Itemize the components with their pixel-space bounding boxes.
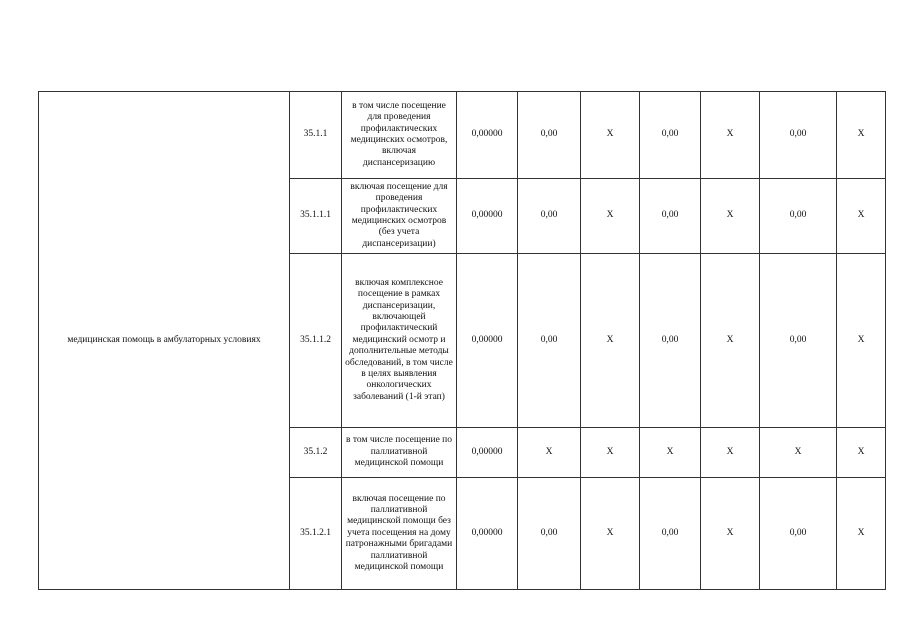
value-cell: 0,00 — [518, 478, 581, 590]
value-cell: X — [837, 179, 886, 254]
value-cell: 0,00 — [760, 478, 837, 590]
value-cell: X — [581, 428, 640, 478]
row-description: в том числе посещение по паллиативной медицинской помощи — [342, 428, 457, 478]
value-cell: 0,00 — [640, 254, 701, 428]
value-cell: X — [701, 428, 760, 478]
value-cell: 0,00000 — [457, 92, 518, 179]
value-cell: 0,00 — [760, 254, 837, 428]
value-cell: 0,00000 — [457, 478, 518, 590]
value-cell: 0,00000 — [457, 428, 518, 478]
row-code: 35.1.1 — [290, 92, 342, 179]
row-code: 35.1.2 — [290, 428, 342, 478]
value-cell: X — [837, 92, 886, 179]
value-cell: 0,00 — [760, 92, 837, 179]
value-cell: X — [837, 254, 886, 428]
row-code: 35.1.2.1 — [290, 478, 342, 590]
value-cell: 0,00 — [640, 478, 701, 590]
row-description: включая посещение для проведения профилактических медицинских осмотров (без учета диспансеризации) — [342, 179, 457, 254]
value-cell: 0,00 — [518, 179, 581, 254]
value-cell: X — [581, 478, 640, 590]
value-cell: 0,00 — [640, 179, 701, 254]
table-row — [39, 92, 886, 179]
value-cell: X — [518, 428, 581, 478]
row-description: включая комплексное посещение в рамках диспансеризации, включающей профилактический медицинский осмотр и дополнительные методы обследований, в том числе в целях выявления онкологических заболеваний (1-й этап) — [342, 254, 457, 428]
row-description: включая посещение по паллиативной медицинской помощи без учета посещения на дому патронажными бригадами паллиативной медицинской помощи — [342, 478, 457, 590]
value-cell: 0,00 — [518, 92, 581, 179]
value-cell: X — [581, 92, 640, 179]
value-cell: X — [581, 179, 640, 254]
value-cell: 0,00000 — [457, 179, 518, 254]
value-cell: 0,00 — [640, 92, 701, 179]
value-cell: 0,00000 — [457, 254, 518, 428]
row-code: 35.1.1.2 — [290, 254, 342, 428]
value-cell: X — [760, 428, 837, 478]
row-description: в том числе посещение для проведения профилактических медицинских осмотров, включая диспансеризацию — [342, 92, 457, 179]
value-cell: X — [837, 428, 886, 478]
value-cell: 0,00 — [760, 179, 837, 254]
value-cell: X — [581, 254, 640, 428]
data-table — [38, 91, 886, 590]
value-cell: 0,00 — [518, 254, 581, 428]
value-cell: X — [701, 179, 760, 254]
value-cell: X — [701, 478, 760, 590]
value-cell: X — [640, 428, 701, 478]
row-code: 35.1.1.1 — [290, 179, 342, 254]
section-label: медицинская помощь в амбулаторных условиях — [39, 92, 290, 590]
value-cell: X — [701, 254, 760, 428]
value-cell: X — [701, 92, 760, 179]
value-cell: X — [837, 478, 886, 590]
